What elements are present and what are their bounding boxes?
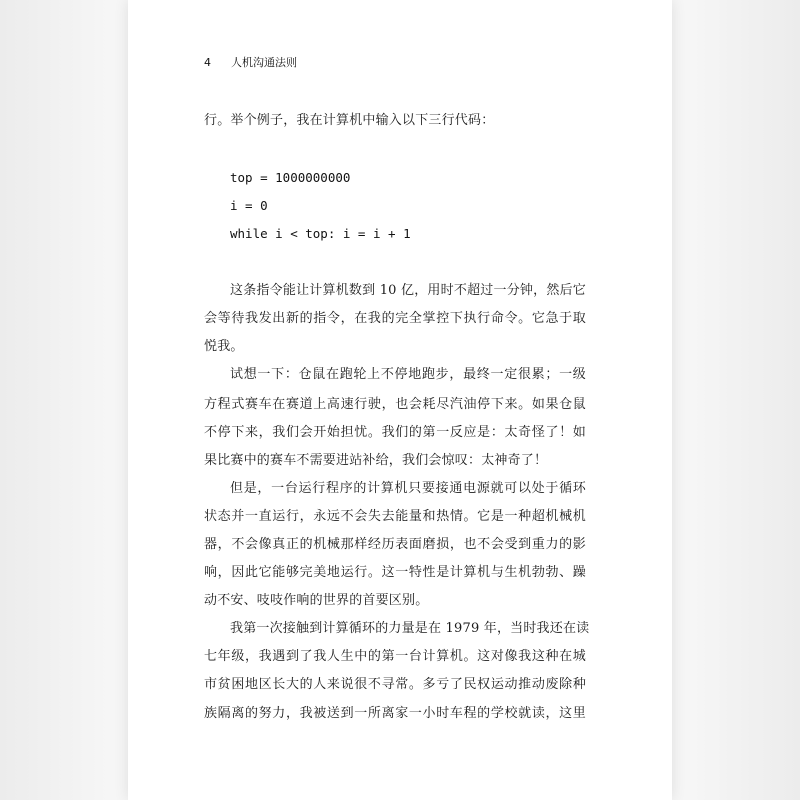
paragraph-line: 动不安、吱吱作响的世界的首要区别。 xyxy=(204,593,429,608)
paragraph-line: 族隔离的努力，我被送到一所离家一小时车程的学校就读，这里 xyxy=(204,706,586,721)
running-head xyxy=(204,55,297,71)
paragraph-line: 响，因此它能够完美地运行。这一特性是计算机与生机勃勃、躁 xyxy=(204,565,586,580)
code-line: while i < top: i = i + 1 xyxy=(230,226,411,241)
paragraph-line: 但是，一台运行程序的计算机只要接通电源就可以处于循环 xyxy=(230,481,586,496)
paragraph-line: 试想一下：仓鼠在跑轮上不停地跑步，最终一定很累；一级 xyxy=(230,367,586,382)
book-page xyxy=(128,0,672,800)
intro-line: 行。举个例子，我在计算机中输入以下三行代码： xyxy=(204,113,495,128)
paragraph-line: 方程式赛车在赛道上高速行驶，也会耗尽汽油停下来。如果仓鼠 xyxy=(204,397,586,412)
code-line: top = 1000000000 xyxy=(230,170,351,185)
paragraph-line: 器，不会像真正的机械那样经历表面磨损，也不会受到重力的影 xyxy=(204,537,586,552)
paragraph-line: 这条指令能让计算机数到 10 亿，用时不超过一分钟，然后它 xyxy=(230,283,586,298)
paragraph-line: 我第一次接触到计算循环的力量是在 1979 年，当时我还在读 xyxy=(230,621,590,636)
code-line: i = 0 xyxy=(230,198,268,213)
paragraph-line: 七年级，我遇到了我人生中的第一台计算机。这对像我这种在城 xyxy=(204,649,586,664)
paragraph-line: 果比赛中的赛车不需要进站补给，我们会惊叹：太神奇了！ xyxy=(204,453,548,468)
paragraph-line: 状态并一直运行，永远不会失去能量和热情。它是一种超机械机 xyxy=(204,509,586,524)
page-number: 4 xyxy=(204,56,211,69)
book-title: 人机沟通法则 xyxy=(231,56,297,69)
paragraph-line: 悦我。 xyxy=(204,339,244,354)
paragraph-line: 市贫困地区长大的人来说很不寻常。多亏了民权运动推动废除种 xyxy=(204,677,586,692)
paragraph-line: 会等待我发出新的指令，在我的完全掌控下执行命令。它急于取 xyxy=(204,311,586,326)
paragraph-line: 不停下来，我们会开始担忧。我们的第一反应是：太奇怪了！如 xyxy=(204,425,586,440)
